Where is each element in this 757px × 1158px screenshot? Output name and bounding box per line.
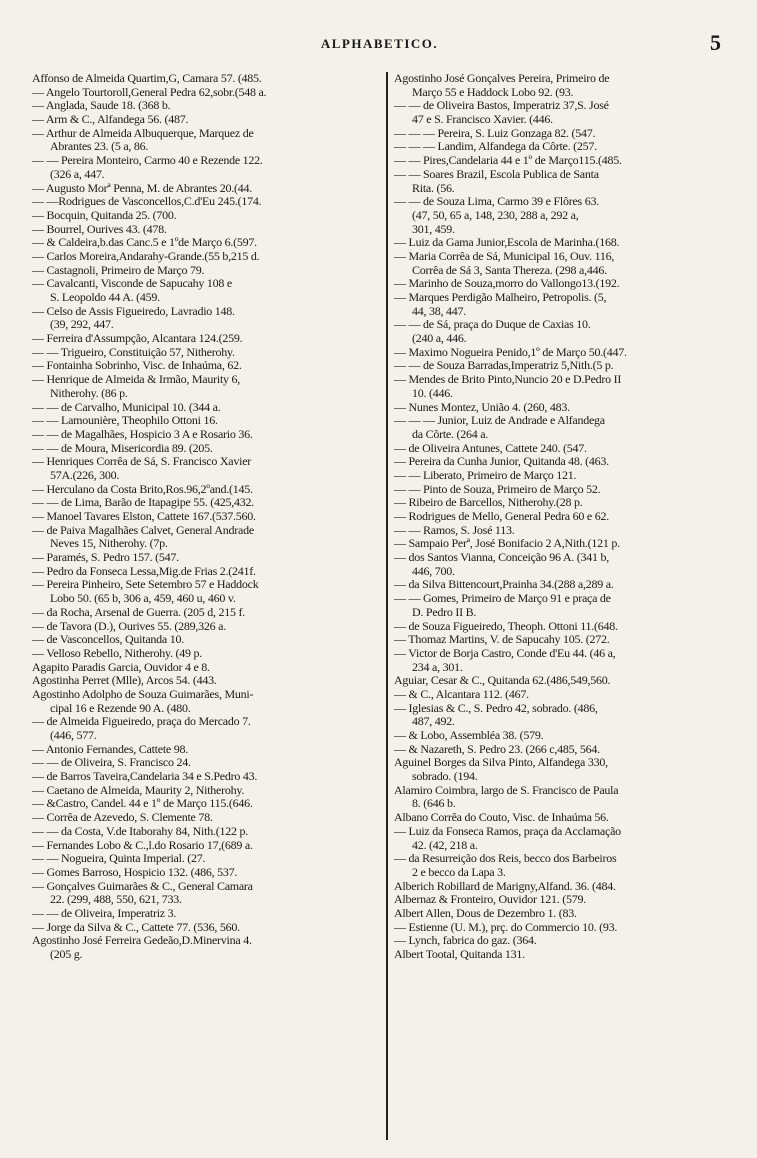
directory-entry-line: — de Barros Taveira,Candelaria 34 e S.Pedro 43. (32, 770, 258, 784)
directory-entry-line: — Pereira da Cunha Junior, Quitanda 48. (463. (394, 455, 609, 469)
directory-entry-line: da Côrte. (264 a. (412, 427, 489, 441)
directory-entry-line: (240 a, 446. (412, 332, 467, 346)
directory-entry-line: — Iglesias & C., S. Pedro 42, sobrado. (486, (394, 701, 598, 715)
directory-entry-line: — — de Magalhães, Hospicio 3 A e Rosario 36. (32, 427, 253, 441)
directory-entry-line: — da Silva Bittencourt,Prainha 34.(288 a,289 a. (394, 578, 614, 592)
directory-entry-line: — — — Junior, Luiz de Andrade e Alfandega (394, 414, 605, 428)
directory-entry-line: — Fontainha Sobrinho, Visc. de Inhaúma, 62. (32, 359, 242, 373)
directory-entry-line: 42. (42, 218 a. (412, 838, 478, 852)
directory-entry-line: — Caetano de Almeida, Maurity 2, Nitherohy. (32, 783, 245, 797)
directory-entry-line: — Sampaio Perª, José Bonifacio 2 A,Nith.(121 p. (394, 537, 620, 551)
directory-entry-line: — — de Sá, praça do Duque de Caxias 10. (394, 318, 591, 332)
directory-entry-line: Aguinel Borges da Silva Pinto, Alfandega 330, (394, 756, 608, 770)
directory-entry-line: Albert Tootal, Quitanda 131. (394, 948, 525, 961)
page-header (30, 30, 729, 60)
directory-entry-line: D. Pedro II B. (412, 605, 477, 619)
directory-entry-line: — Celso de Assis Figueiredo, Lavradio 148. (32, 304, 235, 318)
directory-entry-line: — da Resurreição dos Reis, becco dos Barbeiros (394, 852, 617, 866)
directory-entry-line: — Herculano da Costa Brito,Ros.96,2ºand.(145. (32, 482, 253, 496)
directory-entry-line: — Velloso Rebello, Nitherohy. (49 p. (32, 646, 202, 660)
directory-entry-line: Albert Allen, Dous de Dezembro 1. (83. (394, 906, 577, 920)
directory-entry-line: — — de Carvalho, Municipal 10. (344 a. (32, 400, 221, 414)
directory-entry-line: — Victor de Borja Castro, Conde d'Eu 44. (46 a, (394, 646, 616, 660)
directory-entry-line: — — da Costa, V.de Itaborahy 84, Nith.(122 p. (32, 824, 248, 838)
directory-entry-line: — — de Oliveira, S. Francisco 24. (32, 756, 191, 770)
right-column (388, 72, 742, 1140)
directory-entry-line: — —Rodrigues de Vasconcellos,C.d'Eu 245.(174. (32, 195, 262, 209)
directory-entry-line: — & Lobo, Assembléa 38. (579. (394, 729, 544, 742)
directory-entry-line: 57A.(226, 300. (50, 468, 120, 482)
directory-entry-line: — Carlos Moreira,Andarahy-Grande.(55 b,215 d. (32, 249, 260, 263)
directory-entry-line: Agostinho José Gonçalves Pereira, Primeiro de (394, 72, 610, 85)
directory-entry-line: — &Castro, Candel. 44 e 1º de Março 115.(646. (32, 797, 253, 811)
directory-entry-line: — & Caldeira,b.das Canc.5 e 1ºde Março 6.(597. (32, 236, 257, 250)
directory-entry-line: (326 a, 447. (50, 167, 105, 181)
directory-entry-line: — Bourrel, Ourives 43. (478. (32, 222, 167, 236)
directory-entry-line: S. Leopoldo 44 A. (459. (50, 291, 160, 304)
directory-entry-line: 234 a, 301. (412, 660, 463, 674)
directory-entry-line: — Estienne (U. M.), prç. do Commercio 10. (93. (394, 920, 618, 934)
directory-entry-line: — Marques Perdigão Malheiro, Petropolis. (5, (394, 291, 607, 304)
directory-entry-line: — Marinho de Souza,morro do Vallongo13.(192. (394, 277, 620, 291)
running-title: ALPHABETICO. (320, 36, 439, 51)
directory-entry-line: — — — Landim, Alfandega da Côrte. (257. (394, 140, 597, 154)
directory-entry-line: — — Nogueira, Quinta Imperial. (27. (32, 852, 206, 866)
directory-entry-line: — Fernandes Lobo & C.,l.do Rosario 17,(689 a. (32, 838, 253, 852)
directory-entry-line: Aguiar, Cesar & C., Quitanda 62.(486,549,560. (394, 674, 611, 688)
directory-entry-line: 44, 38, 447. (412, 304, 466, 318)
directory-entry-line: — Manoel Tavares Elston, Cattete 167.(537.560. (32, 510, 256, 523)
directory-entry-line: Rita. (56. (412, 181, 455, 195)
directory-entry-line: — Henrique de Almeida & Irmão, Maurity 6, (32, 373, 241, 387)
directory-entry-line: — Cavalcanti, Visconde de Sapucahy 108 e (32, 277, 232, 291)
directory-entry-line: — — Liberato, Primeiro de Março 121. (394, 468, 577, 482)
directory-entry-line: 22. (299, 488, 550, 621, 733. (50, 893, 182, 907)
directory-entry-line: (446, 577. (50, 729, 97, 742)
directory-entry-line: — — de Oliveira Bastos, Imperatriz 37,S. José (394, 99, 609, 113)
directory-entry-line: — — — Pereira, S. Luiz Gonzaga 82. (547. (394, 126, 596, 140)
directory-entry-line: — Antonio Fernandes, Cattete 98. (32, 742, 188, 756)
directory-entry-line: — — Lamounière, Theophilo Ottoni 16. (32, 414, 218, 428)
directory-entry-line: — Arm & C., Alfandega 56. (487. (32, 113, 189, 127)
directory-entry-line: — Luiz da Fonseca Ramos, praça da Acclamação (394, 824, 621, 838)
directory-entry-line: — Nunes Montez, União 4. (260, 483. (394, 400, 570, 414)
directory-entry-line: 301, 459. (412, 222, 455, 236)
directory-entry-line: — — de Oliveira, Imperatriz 3. (32, 906, 177, 920)
directory-entry-line: — Gomes Barroso, Hospicio 132. (486, 537. (32, 865, 238, 879)
directory-entry-line: — dos Santos Vianna, Conceição 96 A. (341 b, (394, 551, 610, 565)
page-number: 5 (710, 30, 721, 55)
directory-entry-line: — — Soares Brazil, Escola Publica de Santa (394, 167, 599, 181)
directory-entry-line: Affonso de Almeida Quartim,G, Camara 57. (485. (32, 72, 262, 85)
directory-entry-line: — Ferreira d'Assumpção, Alcantara 124.(259. (32, 332, 243, 346)
directory-entry-line: — Henriques Corrêa de Sá, S. Francisco Xavier (32, 455, 252, 469)
directory-entry-line: — Corrêa de Azevedo, S. Clemente 78. (32, 811, 213, 825)
directory-entry-line: — Thomaz Martins, V. de Sapucahy 105. (272. (394, 633, 610, 647)
directory-entry-line: (47, 50, 65 a, 148, 230, 288 a, 292 a, (412, 208, 579, 222)
directory-entry-line: cipal 16 e Rezende 90 A. (480. (50, 701, 191, 715)
directory-entry-line: — — Pires,Candelaria 44 e 1º de Março115.(485. (394, 154, 622, 168)
directory-entry-line: Março 55 e Haddock Lobo 92. (93. (412, 85, 574, 99)
directory-entry-line: Alberich Robillard de Marigny,Alfand. 36. (484. (394, 879, 616, 893)
directory-entry-line: Albano Corrêa do Couto, Visc. de Inhaúma 56. (394, 811, 609, 825)
directory-entry-line: — da Rocha, Arsenal de Guerra. (205 d, 215 f. (32, 605, 246, 619)
directory-entry-line: Alamiro Coimbra, largo de S. Francisco de Paula (394, 783, 619, 797)
directory-columns (32, 72, 744, 1140)
directory-entry-line: Abrantes 23. (5 a, 86. (50, 140, 149, 154)
directory-entry-line: — — Ramos, S. José 113. (394, 523, 515, 537)
directory-entry-line: — Arthur de Almeida Albuquerque, Marquez de (32, 126, 254, 140)
directory-entry-line: — — Gomes, Primeiro de Março 91 e praça de (394, 592, 611, 606)
directory-entry-line: 10. (446. (412, 386, 453, 400)
directory-entry-line: — de Almeida Figueiredo, praça do Mercado 7. (32, 715, 251, 729)
directory-entry-line: (39, 292, 447. (50, 318, 114, 332)
directory-entry-line: — de Tavora (D.), Ourives 55. (289,326 a. (32, 619, 226, 633)
directory-entry-line: Agostinho Adolpho de Souza Guimarães, Muni- (32, 687, 254, 701)
directory-entry-line: — Mendes de Brito Pinto,Nuncio 20 e D.Pedro II (394, 373, 622, 387)
directory-entry-line: — — de Souza Lima, Carmo 39 e Flôres 63. (394, 195, 599, 209)
directory-entry-line: Albernaz & Fronteiro, Ouvidor 121. (579. (394, 893, 586, 907)
directory-entry-line: — — Pinto de Souza, Primeiro de Março 52. (394, 482, 601, 496)
directory-entry-line: Neves 15, Nitherohy. (7p. (50, 537, 168, 551)
directory-entry-line: — Maria Corrêa de Sá, Municipal 16, Ouv. 116, (394, 249, 615, 263)
directory-entry-line: — Angelo Tourtoroll,General Pedra 62,sobr.(548 a. (32, 85, 267, 99)
directory-entry-line: — de Oliveira Antunes, Cattete 240. (547. (394, 441, 587, 455)
directory-entry-line: Nitherohy. (86 p. (50, 386, 128, 400)
directory-entry-line: — — de Moura, Misericordia 89. (205. (32, 441, 213, 455)
directory-entry-line: — — de Souza Barradas,Imperatriz 5,Nith.(5 p. (394, 359, 614, 373)
directory-entry-line: Agostinha Perret (Mlle), Arcos 54. (443. (32, 674, 217, 688)
directory-entry-line: — Rodrigues de Mello, General Pedra 60 e 62. (394, 510, 609, 523)
directory-entry-line: 446, 700. (412, 564, 455, 578)
directory-entry-line: — Maximo Nogueira Penido,1º de Março 50.(447. (394, 345, 627, 359)
directory-entry-line: — Paramés, S. Pedro 157. (547. (32, 551, 179, 565)
directory-entry-line: — & Nazareth, S. Pedro 23. (266 c,485, 564. (394, 742, 600, 756)
directory-entry-line: 8. (646 b. (412, 797, 456, 811)
directory-entry-line: — Lynch, fabrica do gaz. (364. (394, 934, 537, 948)
directory-entry-line: — Castagnoli, Primeiro de Março 79. (32, 263, 205, 277)
directory-entry-line: — — Trigueiro, Constituição 57, Nitherohy. (32, 345, 235, 359)
directory-entry-line: 487, 492. (412, 715, 455, 729)
directory-entry-line: Agapito Paradis Garcia, Ouvidor 4 e 8. (32, 660, 210, 674)
directory-entry-line: — Luiz da Gama Junior,Escola de Marinha.(168. (394, 236, 620, 250)
directory-entry-line: 2 e becco da Lapa 3. (412, 865, 506, 879)
left-column (32, 72, 386, 1140)
directory-entry-line: — — Pereira Monteiro, Carmo 40 e Rezende 122. (32, 154, 263, 168)
directory-entry-line: Lobo 50. (65 b, 306 a, 459, 460 u, 460 v. (50, 592, 236, 606)
directory-entry-line: — & C., Alcantara 112. (467. (394, 687, 529, 701)
directory-entry-line: — Pereira Pinheiro, Sete Setembro 57 e Haddock (32, 578, 259, 592)
directory-entry-line: sobrado. (194. (412, 770, 478, 784)
directory-entry-line: — Augusto Morª Penna, M. de Abrantes 20.(44. (32, 181, 252, 195)
directory-entry-line: — Bocquin, Quitanda 25. (700. (32, 208, 177, 222)
directory-entry-line: — de Paiva Magalhães Calvet, General Andrade (32, 523, 254, 537)
directory-entry-line: — de Vasconcellos, Quitanda 10. (32, 633, 184, 647)
directory-entry-line: — Ribeiro de Barcellos, Nitherohy.(28 p. (394, 496, 583, 510)
directory-entry-line: (205 g. (50, 948, 83, 961)
directory-entry-line: — Gonçalves Guimarães & C., General Camara (32, 879, 253, 893)
directory-entry-line: Agostinho José Ferreira Gedeão,D.Minervina 4. (32, 934, 252, 948)
directory-entry-line: Corrêa de Sá 3, Santa Thereza. (298 a,446. (412, 263, 607, 277)
directory-entry-line: — Pedro da Fonseca Lessa,Mig.de Frias 2.(241f. (32, 564, 256, 578)
directory-entry-line: — de Souza Figueiredo, Theoph. Ottoni 11.(648. (394, 619, 618, 633)
directory-entry-line: — Anglada, Saude 18. (368 b. (32, 99, 171, 113)
directory-entry-line: — Jorge da Silva & C., Cattete 77. (536, 560. (32, 920, 240, 934)
directory-entry-line: 47 e S. Francisco Xavier. (446. (412, 113, 553, 127)
directory-entry-line: — — de Lima, Barão de Itapagipe 55. (425,432. (32, 496, 255, 510)
